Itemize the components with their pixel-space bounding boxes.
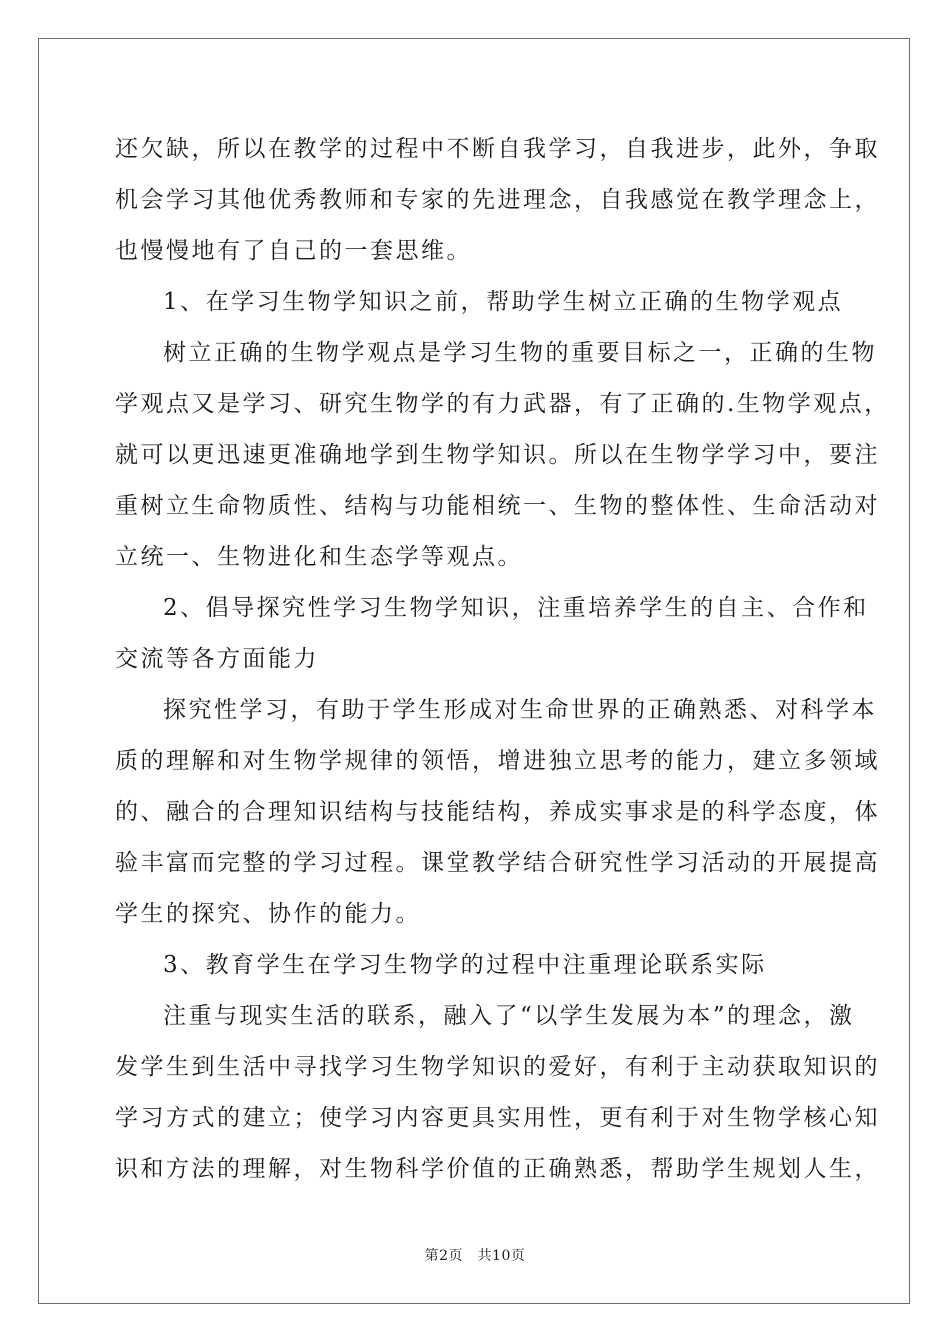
text-line: 立统一、生物进化和生态学等观点。 (115, 544, 523, 570)
text-line: 也慢慢地有了自己的一套思维。 (115, 238, 472, 264)
page-number-footer: 第2页 共10页 (424, 1248, 526, 1264)
section-heading: 交流等各方面能力 (115, 646, 319, 672)
section-heading: 2、倡导探究性学习生物学知识，注重培养学生的自主、合作和 (163, 595, 869, 621)
text-line: 还欠缺，所以在教学的过程中不断自我学习，自我进步，此外，争取 (115, 136, 880, 162)
text-line: 注重与现实生活的联系，融入了“以学生发展为本”的理念，激 (163, 1003, 855, 1029)
text-line: 学观点又是学习、研究生物学的有力武器，有了正确的.生物学观点， (115, 391, 890, 417)
text-line: 树立正确的生物学观点是学习生物的重要目标之一，正确的生物 (163, 340, 877, 366)
text-line: 学生的探究、协作的能力。 (115, 901, 421, 927)
text-line: 的、融合的合理知识结构与技能结构，养成实事求是的科学态度，体 (115, 799, 880, 825)
text-line: 识和方法的理解，对生物科学价值的正确熟悉，帮助学生规划人生， (115, 1156, 880, 1182)
text-line: 就可以更迅速更准确地学到生物学知识。所以在生物学学习中，要注 (115, 442, 880, 468)
text-line: 质的理解和对生物学规律的领悟，增进独立思考的能力，建立多领域 (115, 748, 880, 774)
text-line: 学习方式的建立；使学习内容更具实用性，更有利于对生物学核心知 (115, 1105, 880, 1131)
section-heading: 3、教育学生在学习生物学的过程中注重理论联系实际 (163, 952, 767, 978)
text-line: 重树立生命物质性、结构与功能相统一、生物的整体性、生命活动对 (115, 493, 880, 519)
text-line: 机会学习其他优秀教师和专家的先进理念，自我感觉在教学理念上， (115, 187, 880, 213)
text-line: 验丰富而完整的学习过程。课堂教学结合研究性学习活动的开展提高 (115, 850, 880, 876)
text-line: 发学生到生活中寻找学习生物学知识的爱好，有利于主动获取知识的 (115, 1054, 880, 1080)
text-line: 探究性学习，有助于学生形成对生命世界的正确熟悉、对科学本 (163, 697, 877, 723)
section-heading: 1、在学习生物学知识之前，帮助学生树立正确的生物学观点 (163, 289, 844, 315)
